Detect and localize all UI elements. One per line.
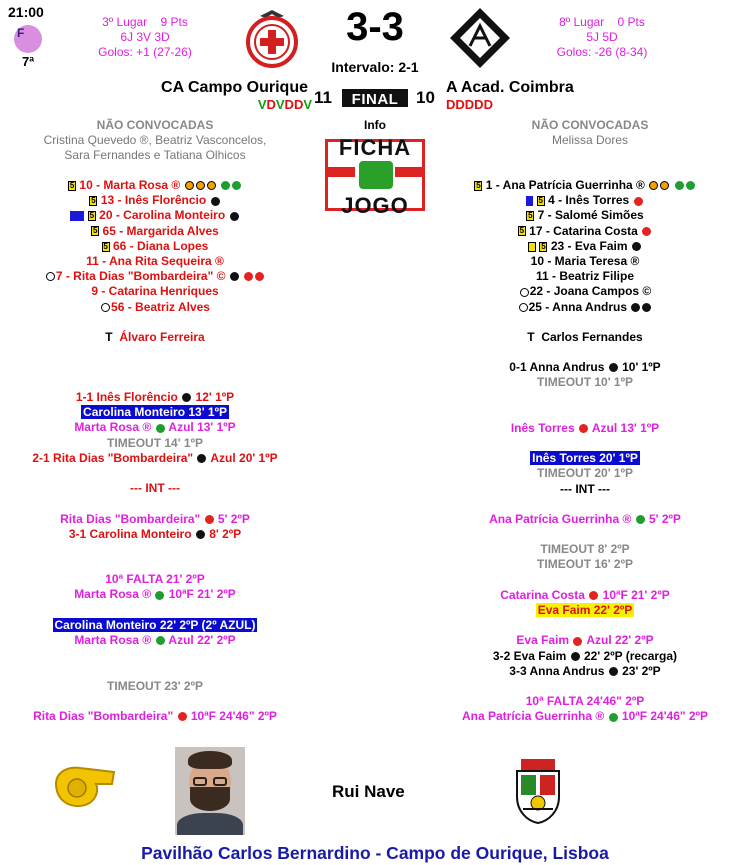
away-lineup: [420, 178, 750, 315]
list-item: 5 7 - Salomé Simões: [528, 208, 644, 223]
status-badge: FINAL: [342, 89, 408, 107]
competition-logo-icon: F: [14, 25, 42, 53]
away-points: 0 Pts: [617, 15, 645, 29]
list-item: [420, 390, 750, 405]
list-item: Catarina Costa 10ªF 21' 2ºP: [500, 587, 670, 602]
home-fouls: 11: [314, 88, 332, 107]
kickoff-time: 21:00: [8, 4, 44, 20]
home-not-called-list: Cristina Quevedo ®, Beatriz Vasconcelos, Sara Fernandes e Tatiana Olhicos: [43, 133, 267, 162]
venue-crest-icon: [513, 757, 563, 825]
list-item: TIMEOUT 23' 2ºP: [107, 678, 203, 693]
list-item: TIMEOUT 20' 1ºP: [537, 466, 633, 481]
home-lineup: [0, 178, 310, 315]
away-position: 8º Lugar: [559, 15, 605, 29]
list-item: 10 - Maria Teresa ®: [530, 253, 640, 268]
home-record: 6J 3V 3D: [120, 30, 170, 44]
list-item: [0, 496, 310, 511]
away-not-called-label: NÃO CONVOCADAS: [531, 118, 649, 132]
list-item: [420, 497, 750, 512]
list-item: Carolina Monteiro 22' 2ºP (2º AZUL): [54, 617, 256, 632]
venue-name[interactable]: Pavilhão Carlos Bernardino - Campo de Ourique, Lisboa: [141, 843, 609, 863]
list-item: [420, 527, 750, 542]
list-item: 5 4 - Inês Torres: [420, 193, 750, 208]
list-item: [420, 573, 750, 588]
list-item: TIMEOUT 8' 2ºP: [540, 542, 630, 557]
list-item: [0, 648, 310, 663]
list-item: [420, 436, 750, 451]
list-item: 5 17 - Catarina Costa: [420, 224, 750, 239]
home-form: VDVDDV: [257, 97, 312, 112]
list-item: 22 - Joana Campos ©: [420, 284, 750, 299]
list-item: Eva Faim 22' 2ºP: [537, 603, 633, 617]
list-item: 56 - Beatriz Alves: [0, 300, 310, 315]
round-number: 7ª: [22, 54, 35, 69]
list-item: 3-2 Eva Faim 22' 2ºP (recarga): [492, 648, 678, 663]
list-item: --- INT ---: [130, 481, 180, 496]
list-item: [0, 557, 310, 572]
list-item: 5 66 - Diana Lopes: [103, 238, 209, 253]
list-item: 9 - Catarina Henriques: [91, 284, 219, 299]
list-item: 5 13 - Inês Florêncio: [0, 193, 310, 208]
list-item: 5 1 - Ana Patrícia Guerrinha ®: [420, 178, 750, 193]
list-item: [420, 618, 750, 633]
halftime-score: Intervalo: 2-1: [331, 59, 419, 75]
list-item: Carolina Monteiro 13' 1ºP: [83, 405, 227, 420]
ficha-jogo-button[interactable]: [325, 131, 425, 221]
list-item: 3-3 Anna Andrus 23' 2ºP: [509, 663, 661, 678]
list-item: Inês Torres 20' 1ºP: [532, 451, 638, 466]
list-item: Rita Dias "Bombardeira" 10ªF 24'46" 2ºP: [33, 708, 277, 723]
away-not-called-list: Melissa Dores: [551, 133, 629, 147]
list-item: TIMEOUT 16' 2ºP: [537, 557, 633, 572]
away-record: 5J 5D: [586, 30, 618, 44]
list-item: --- INT ---: [560, 481, 610, 496]
home-events: [0, 390, 310, 724]
ficha-player-icon: [359, 161, 393, 189]
list-item: 10ª FALTA 24'46" 2ºP: [525, 694, 645, 709]
list-item: 0-1 Anna Andrus 10' 1ºP: [509, 360, 661, 374]
away-coach: T Carlos Fernandes: [527, 330, 643, 344]
referee-name[interactable]: Rui Nave: [332, 782, 405, 801]
list-item: 5 23 - Eva Faim: [420, 239, 750, 254]
list-item: TIMEOUT 14' 1ºP: [107, 435, 203, 450]
list-item: [0, 466, 310, 481]
list-item: 1-1 Inês Florêncio 12' 1ºP: [75, 390, 235, 404]
home-team-name[interactable]: CA Campo Ourique: [161, 79, 308, 96]
ficha-bar2-icon: [395, 167, 425, 177]
list-item: [0, 694, 310, 709]
jogo-label: JOGO: [341, 193, 409, 218]
list-item: Ana Patrícia Guerrinha ® 10ªF 24'46" 2ºP: [462, 709, 708, 724]
list-item: 11 - Ana Rita Sequeira ®: [86, 253, 224, 268]
list-item: [0, 542, 310, 557]
list-item: [420, 679, 750, 694]
away-team-name[interactable]: A Acad. Coimbra: [446, 79, 574, 96]
list-item: Marta Rosa ® 10ªF 21' 2ºP: [74, 587, 236, 602]
list-item: Ana Patrícia Guerrinha ® 5' 2ºP: [489, 511, 681, 526]
away-events: [420, 360, 750, 725]
list-item: [0, 663, 310, 678]
referee-avatar: [175, 747, 245, 835]
list-item: 2-1 Rita Dias "Bombardeira" Azul 20' 1ºP: [32, 450, 278, 465]
list-item: 5 10 - Marta Rosa ®: [0, 178, 310, 193]
list-item: TIMEOUT 10' 1ºP: [537, 375, 633, 390]
away-crest-icon: [448, 6, 512, 70]
list-item: 25 - Anna Andrus: [420, 300, 750, 315]
ficha-bar-icon: [325, 167, 355, 177]
list-item: 7 - Rita Dias "Bombardeira" ©: [0, 269, 310, 284]
list-item: [420, 406, 750, 421]
list-item: Inês Torres Azul 13' 1ºP: [510, 420, 660, 435]
list-item: Rita Dias "Bombardeira" 5' 2ºP: [60, 511, 250, 526]
list-item: Eva Faim Azul 22' 2ºP: [516, 633, 654, 648]
list-item: 11 - Beatriz Filipe: [535, 269, 635, 284]
home-standings: [80, 15, 210, 60]
home-points: 9 Pts: [160, 15, 188, 29]
list-item: 5 65 - Margarida Alves: [92, 223, 219, 238]
list-item: 10ª FALTA 21' 2ºP: [105, 572, 205, 587]
info-link[interactable]: Info: [364, 118, 386, 132]
away-goals: Golos: -26 (8-34): [556, 45, 648, 59]
whistle-icon: [50, 762, 118, 810]
home-coach: T Álvaro Ferreira: [105, 330, 205, 344]
list-item: [0, 603, 310, 618]
away-fouls: 10: [416, 88, 435, 107]
list-item: 5 20 - Carolina Monteiro: [0, 208, 310, 223]
home-goals: Golos: +1 (27-26): [98, 45, 192, 59]
away-standings: [532, 15, 672, 60]
home-not-called-label: NÃO CONVOCADAS: [96, 118, 214, 132]
match-score: 3-3: [346, 5, 404, 49]
list-item: 3-1 Carolina Monteiro 8' 2ºP: [68, 526, 242, 541]
ficha-label: FICHA: [338, 135, 412, 160]
away-form: DDDDD: [446, 97, 493, 112]
home-crest-icon: [240, 6, 304, 70]
home-position: 3º Lugar: [102, 15, 148, 29]
list-item: Marta Rosa ® Azul 13' 1ºP: [74, 420, 236, 435]
list-item: Marta Rosa ® Azul 22' 2ºP: [74, 633, 236, 647]
